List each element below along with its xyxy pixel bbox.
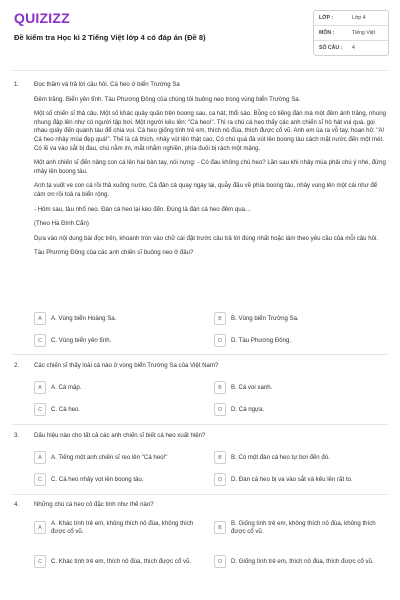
divider	[13, 70, 387, 71]
divider	[13, 494, 387, 495]
passage-paragraph: Một số chiến sĩ thả câu. Một số khác quây quần trên boong sau, ca hát, thổi sáo. Bỗng có tiếng đàn mà một đêm ánh trăng, nhung nhung đập lên như có người tập bơi. Một người kêu lên: "Cá heo!". Thì ra chú cá heo thấy các anh chiến sĩ hò hát vui quá, gọi nhau quây đến quanh tàu để chia vui. Cá heo giống tính trẻ em, thích nô đùa, thích được cổ vũ. Anh em ùa ra vỗ tay, hoan hô: "A! Cá heo nhảy múa đẹp quá!". Thế là cả thích, nhảy vút lên thật cao. Có chú quá đà vút lên boong tàu cách mặt nước đến một mét. Có lẽ va vào sắt bị đau, chú nằm im, mắt nhắm nghiền, phía đuôi bị rách một mảng.	[34, 110, 386, 152]
option-letter: A	[34, 381, 46, 394]
option-b[interactable]	[214, 311, 386, 326]
question-body	[34, 362, 387, 371]
option-text: D. Tàu Phương Đông.	[231, 336, 292, 344]
question-count-label: SỐ CÂU :	[319, 45, 343, 51]
question-text: Dấu hiệu nào cho tất cả các anh chiến sĩ biết cá heo xuất hiện?	[34, 432, 206, 439]
option-letter: A	[34, 312, 46, 325]
option-c[interactable]	[34, 402, 194, 417]
option-d[interactable]	[214, 554, 386, 569]
question-body	[34, 432, 387, 441]
question-3	[14, 432, 387, 441]
option-b[interactable]	[214, 380, 386, 395]
option-a[interactable]	[34, 311, 194, 326]
option-letter: C	[34, 403, 46, 416]
question-text: Những chú cá heo có đặc tính như thế nào?	[34, 501, 154, 508]
question-1	[14, 81, 387, 258]
option-text: A. Tiếng một anh chiến sĩ reo lên "Cá heo!"	[51, 453, 168, 461]
option-b[interactable]	[214, 520, 386, 535]
option-letter: C	[34, 473, 46, 486]
subject-label: MÔN :	[319, 30, 335, 36]
option-text: B. Vùng biển Trường Sa.	[231, 314, 299, 322]
option-c[interactable]	[34, 333, 194, 348]
instructions: Dựa vào nội dung bài đọc trên, khoanh tròn vào chữ cái đặt trước câu trả lời đúng nhất hoặc làm theo yêu cầu của mỗi câu hỏi.	[34, 234, 379, 242]
option-letter: B	[214, 381, 226, 394]
class-value: Lớp 4	[352, 15, 366, 21]
option-a[interactable]	[34, 520, 194, 535]
option-letter: D	[214, 403, 226, 416]
option-text: C. Cá heo nhảy vọt lên boong tàu.	[51, 475, 144, 483]
option-text: D. Giống tính trẻ em, thích nô đùa, thích được cổ vũ.	[231, 557, 374, 565]
option-letter: D	[214, 473, 226, 486]
option-c[interactable]	[34, 472, 194, 487]
question-number: 4.	[14, 501, 20, 508]
option-text: A. Khác tính trẻ em, không thích nô đùa, không thích được cổ vũ.	[51, 519, 194, 535]
option-letter: D	[214, 334, 226, 347]
question-4	[14, 501, 387, 510]
option-letter: B	[214, 312, 226, 325]
info-row-class	[314, 11, 388, 26]
option-text: D. Cá ngựa.	[231, 405, 265, 413]
option-d[interactable]	[214, 402, 386, 417]
passage-paragraph: Đêm trăng. Biển yên tĩnh. Tàu Phương Đông của chúng tôi buông neo trong vùng biển Trường Sa.	[34, 95, 301, 103]
option-text: C. Cá heo.	[51, 405, 81, 413]
question-text: Các chiến sĩ thấy loài cá nào ở vùng biển Trường Sa của Việt Nam?	[34, 362, 219, 369]
option-a[interactable]	[34, 380, 194, 395]
divider	[13, 424, 387, 425]
passage-intro: Đọc thầm và trả lời câu hỏi. Cá heo ở biển Trường Sa	[34, 81, 180, 88]
question-text: Tàu Phương Đông của các anh chiến sĩ buông neo ở đâu?	[34, 249, 194, 257]
option-b[interactable]	[214, 450, 386, 465]
option-text: A. Vùng biển Hoàng Sa.	[51, 314, 117, 322]
question-number: 2.	[14, 362, 20, 369]
option-text: D. Đàn cá heo bị va vào sắt và kêu lên rất to.	[231, 475, 353, 483]
question-number: 1.	[14, 81, 20, 88]
option-letter: B	[214, 451, 226, 464]
option-text: B. Cá voi xanh.	[231, 383, 273, 391]
class-label: LỚP :	[319, 15, 334, 21]
option-text: B. Có một đàn cá heo tự bơi đến đó.	[231, 453, 330, 461]
divider	[13, 354, 387, 355]
question-number: 3.	[14, 432, 20, 439]
option-letter: A	[34, 451, 46, 464]
option-d[interactable]	[214, 472, 386, 487]
option-letter: B	[214, 521, 226, 534]
option-letter: D	[214, 555, 226, 568]
option-text: A. Cá mập.	[51, 383, 82, 391]
question-2	[14, 362, 387, 371]
passage-paragraph: Anh ta vuốt ve con cá rồi thả xuống nước. Cá đàn cá quay ngay lại, quẫy đầu về phía boong tàu, nhảy vung lên một cái như để cảm ơn rồi toả ra biển rộng.	[34, 182, 378, 198]
option-letter: C	[34, 555, 46, 568]
option-a[interactable]	[34, 450, 194, 465]
passage-paragraph: - Hôm sau, tàu nhổ neo. Đàn cá heo lại kéo đến. Đúng là đàn cá heo đêm qua…	[34, 205, 252, 213]
info-box	[313, 10, 389, 56]
quizizz-logo: QUIZIZZ	[14, 10, 70, 26]
passage-source: (Theo Hà Đình Cẩn)	[34, 220, 89, 228]
option-letter: A	[34, 521, 46, 534]
question-body	[34, 81, 387, 258]
option-letter: C	[34, 334, 46, 347]
option-text: B. Giống tính trẻ em, không thích nô đùa, không thích được cổ vũ.	[231, 519, 376, 535]
passage-paragraph: Một anh chiến sĩ đến nâng con cá lên hai bàn tay, nói nựng: - Có đau không chú heo? Lần sau khi nhảy múa phải chú ý nhé, đừng nhảy lên boong tàu.	[34, 159, 386, 175]
document-title: Đề kiểm tra Học kì 2 Tiếng Việt lớp 4 có đáp án (Đề 8)	[14, 33, 206, 42]
info-row-subject	[314, 26, 388, 41]
option-d[interactable]	[214, 333, 386, 348]
question-body	[34, 501, 387, 510]
option-c[interactable]	[34, 554, 194, 569]
option-text: C. Khác tính trẻ em, thích nô đùa, thích được cổ vũ.	[51, 557, 192, 565]
subject-value: Tiếng Việt	[352, 30, 376, 36]
info-row-count	[314, 41, 388, 55]
question-count-value: 4	[352, 45, 355, 51]
option-text: C. Vùng biển yên tĩnh.	[51, 336, 112, 344]
